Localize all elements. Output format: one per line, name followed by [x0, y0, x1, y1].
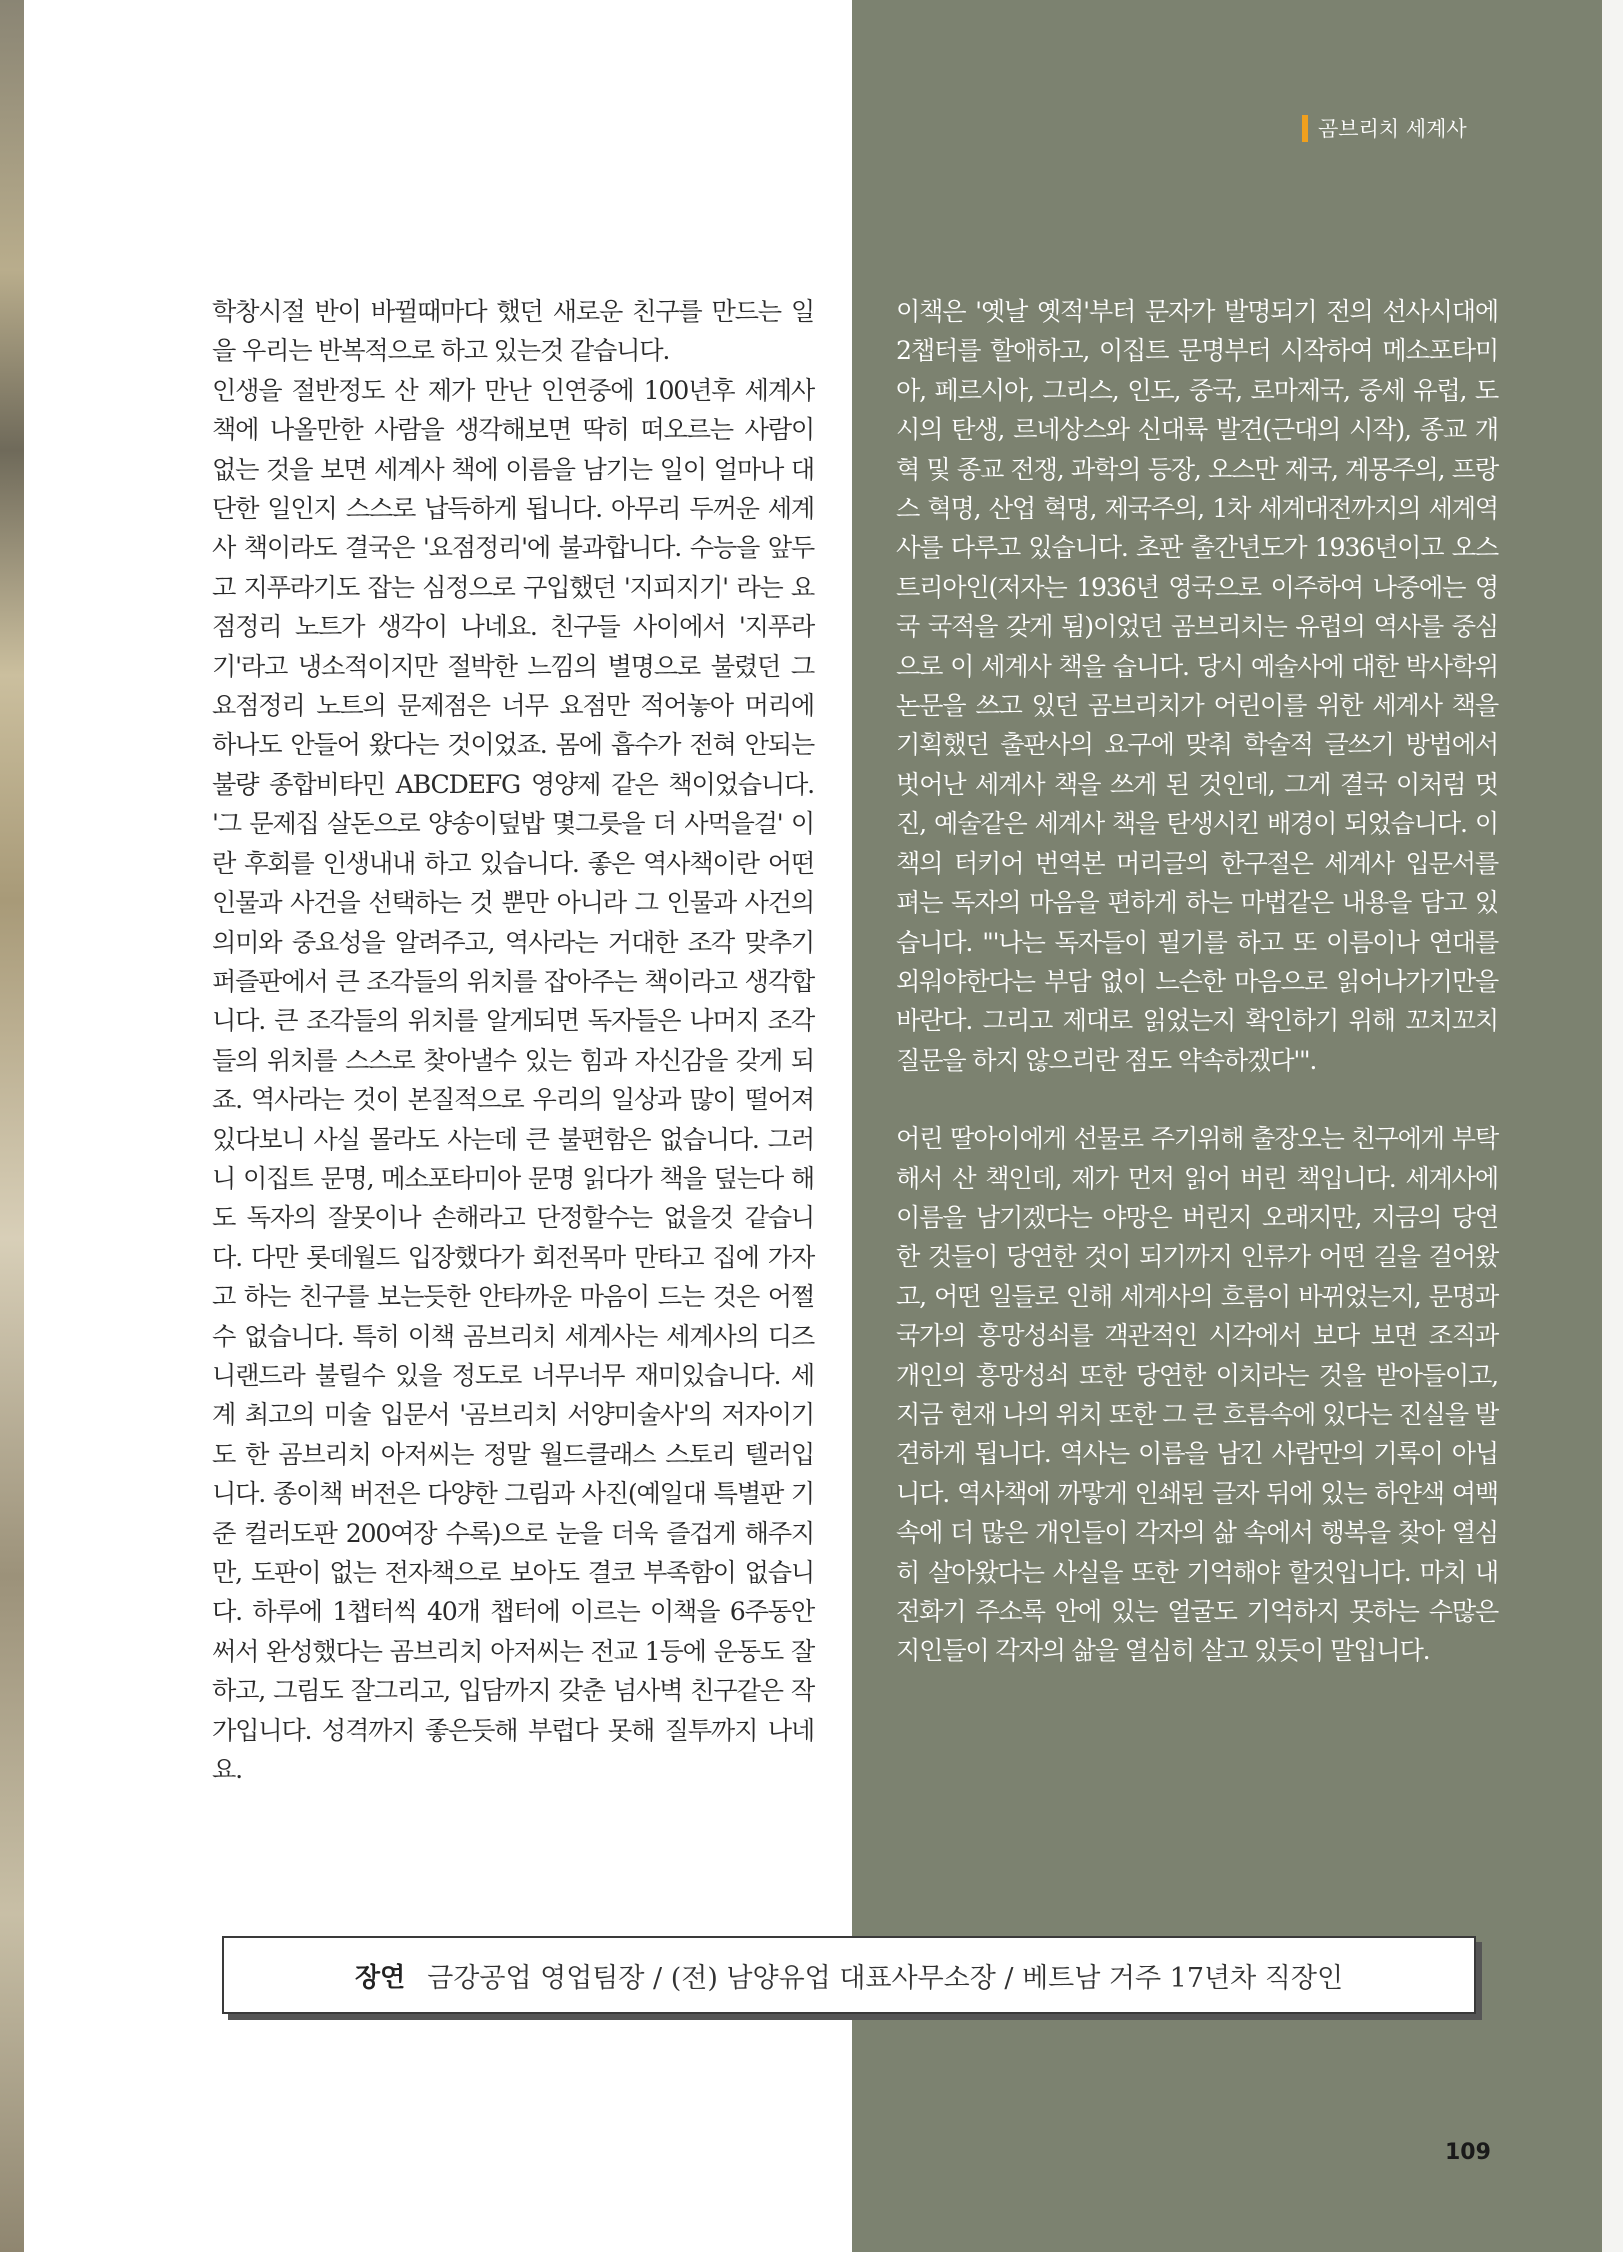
left-column: [212, 292, 814, 1789]
decorative-border-image: [0, 0, 24, 2252]
section-marker-bar: [1302, 115, 1308, 142]
page-number: 109: [1445, 2140, 1491, 2165]
right-column: [896, 292, 1498, 1671]
right-paragraph-1: 이책은 '옛날 옛적'부터 문자가 발명되기 전의 선사시대에 2챕터를 할애하고, 이집트 문명부터 시작하여 메소포타미아, 페르시아, 그리스, 인도, 중국, 로마제국, 중세 유럽, 도시의 탄생, 르네상스와 신대륙 발견(근대의 시작), 종교 개혁 및 종교 전쟁, 과학의 등장, 오스만 제국, 계몽주의, 프랑스 혁명, 산업 혁명, 제국주의, 1차 세계대전까지의 세계역사를 다루고 있습니다. 초판 출간년도가 1936년이고 오스트리아인(저자는 1936년 영국으로 이주하여 나중에는 영국 국적을 갖게 됨)이었던 곰브리치는 유럽의 역사를 중심으로 이 세계사 책을 습니다. 당시 예술사에 대한 박사학위 논문을 쓰고 있던 곰브리치가 어린이를 위한 세계사 책을 기획했던 출판사의 요구에 맞춰 학술적 글쓰기 방법에서 벗어난 세계사 책을 쓰게 된 것인데, 그게 결국 이처럼 멋진, 예술같은 세계사 책을 탄생시킨 배경이 되었습니다. 이 책의 터키어 번역본 머리글의 한구절은 세계사 입문서를 펴는 독자의 마음을 편하게 하는 마법같은 내용을 담고 있습니다. "'나는 독자들이 필기를 하고 또 이름이나 연대를 외워야한다는 부담 없이 느슨한 마음으로 읽어나가기만을 바란다. 그리고 제대로 읽었는지 확인하기 위해 꼬치꼬치 질문을 하지 않으리란 점도 약속하겠다'".: [896, 297, 1498, 1075]
author-description: 금강공업 영업팀장 / (전) 남양유업 대표사무소장 / 베트남 거주 17년차 직장인: [427, 1962, 1344, 1994]
section-header: [1302, 113, 1467, 143]
page-edge: [1602, 0, 1623, 2252]
left-paragraph-1: 학창시절 반이 바뀔때마다 했던 새로운 친구를 만드는 일을 우리는 반복적으로 하고 있는것 같습니다.: [212, 297, 814, 366]
author-info-box: [222, 1936, 1476, 2014]
section-title: 곰브리치 세계사: [1318, 117, 1467, 141]
author-name: 장연: [354, 1962, 406, 1993]
left-paragraph-2: 인생을 절반정도 산 제가 만난 인연중에 100년후 세계사 책에 나올만한 사람을 생각해보면 딱히 떠오르는 사람이 없는 것을 보면 세계사 책에 이름을 남기는 일이 얼마나 대단한 일인지 스스로 납득하게 됩니다. 아무리 두꺼운 세계사 책이라도 결국은 '요점정리'에 불과합니다. 수능을 앞두고 지푸라기도 잡는 심정으로 구입했던 '지피지기' 라는 요점정리 노트가 생각이 나네요. 친구들 사이에서 '지푸라기'라고 냉소적이지만 절박한 느낌의 별명으로 불렸던 그 요점정리 노트의 문제점은 너무 요점만 적어놓아 머리에 하나도 안들어 왔다는 것이었죠. 몸에 흡수가 전혀 안되는 불량 종합비타민 ABCDEFG 영양제 같은 책이었습니다. '그 문제집 살돈으로 양송이덮밥 몇그릇을 더 사먹을걸' 이란 후회를 인생내내 하고 있습니다. 좋은 역사책이란 어떤 인물과 사건을 선택하는 것 뿐만 아니라 그 인물과 사건의 의미와 중요성을 알려주고, 역사라는 거대한 조각 맞추기 퍼즐판에서 큰 조각들의 위치를 잡아주는 책이라고 생각합니다. 큰 조각들의 위치를 알게되면 독자들은 나머지 조각들의 위치를 스스로 찾아낼수 있는 힘과 자신감을 갖게 되죠. 역사라는 것이 본질적으로 우리의 일상과 많이 떨어져 있다보니 사실 몰라도 사는데 큰 불편함은 없습니다. 그러니 이집트 문명, 메소포타미아 문명 읽다가 책을 덮는다 해도 독자의 잘못이나 손해라고 단정할수는 없을것 같습니다. 다만 롯데월드 입장했다가 회전목마 만타고 집에 가자고 하는 친구를 보는듯한 안타까운 마음이 드는 것은 어쩔수 없습니다. 특히 이책 곰브리치 세계사는 세계사의 디즈니랜드라 불릴수 있을 정도로 너무너무 재미있습니다. 세계 최고의 미술 입문서 '곰브리치 서양미술사'의 저자이기도 한 곰브리치 아저씨는 정말 월드클래스 스토리 텔러입니다. 종이책 버전은 다양한 그림과 사진(예일대 특별판 기준 컬러도판 200여장 수록)으로 눈을 더욱 즐겁게 해주지만, 도판이 없는 전자책으로 보아도 결코 부족함이 없습니다. 하루에 1챕터씩 40개 챕터에 이르는 이책을 6주동안 써서 완성했다는 곰브리치 아저씨는 전교 1등에 운동도 잘하고, 그림도 잘그리고, 입담까지 갖춘 넘사벽 친구같은 작가입니다. 성격까지 좋은듯해 부럽다 못해 질투까지 나네요.: [212, 375, 814, 1785]
right-paragraph-2: 어린 딸아이에게 선물로 주기위해 출장오는 친구에게 부탁해서 산 책인데, 제가 먼저 읽어 버린 책입니다. 세계사에 이름을 남기겠다는 야망은 버린지 오래지만, 지금의 당연한 것들이 당연한 것이 되기까지 인류가 어떤 길을 걸어왔고, 어떤 일들로 인해 세계사의 흐름이 바뀌었는지, 문명과 국가의 흥망성쇠를 객관적인 시각에서 보다 보면 조직과 개인의 흥망성쇠 또한 당연한 이치라는 것을 받아들이고, 지금 현재 나의 위치 또한 그 큰 흐름속에 있다는 진실을 발견하게 됩니다. 역사는 이름을 남긴 사람만의 기록이 아닙니다. 역사책에 까맣게 인쇄된 글자 뒤에 있는 하얀색 여백속에 더 많은 개인들이 각자의 삶 속에서 행복을 찾아 열심히 살아왔다는 사실을 또한 기억해야 할것입니다. 마치 내 전화기 주소록 안에 있는 얼굴도 기억하지 못하는 수많은 지인들이 각자의 삶을 열심히 살고 있듯이 말입니다.: [896, 1124, 1498, 1666]
